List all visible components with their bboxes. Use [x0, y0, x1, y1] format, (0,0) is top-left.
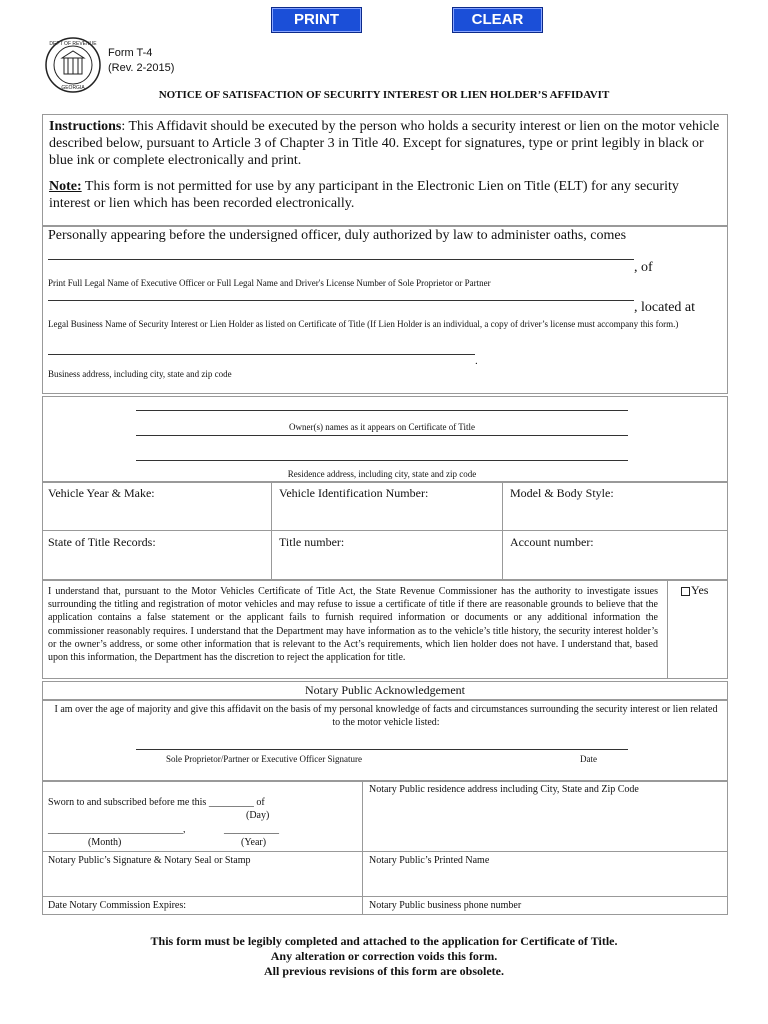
- date-caption: Date: [580, 754, 597, 764]
- form-revision: (Rev. 2-2015): [108, 62, 175, 74]
- yes-label: Yes: [691, 583, 709, 597]
- instructions-label: Instructions: [49, 119, 122, 134]
- note-text: [49, 178, 723, 212]
- located-label: , located at: [634, 300, 696, 315]
- print-button[interactable]: PRINT: [271, 7, 362, 33]
- notary-signature-seal-label: Notary Public’s Signature & Notary Seal or Stamp: [48, 855, 251, 866]
- notary-phone-label: Notary Public business phone number: [369, 900, 522, 911]
- notary-residence-label: Notary Public residence address including City, State and Zip Code: [369, 784, 639, 795]
- notary-grid-row1: [42, 851, 728, 852]
- footer-line-2: Any alteration or correction voids this form.: [270, 949, 498, 963]
- year-caption: (Year): [241, 837, 267, 848]
- business-name-field[interactable]: [48, 300, 634, 301]
- sworn-day-field[interactable]: _________: [208, 797, 254, 808]
- vehicle-year-make-label: Vehicle Year & Make:: [48, 486, 155, 500]
- footer-line-3: All previous revisions of this form are obsolete.: [264, 964, 504, 978]
- signature-caption: Sole Proprietor/Partner or Executive Officer Signature: [166, 754, 363, 764]
- notary-heading: Notary Public Acknowledgement: [305, 683, 465, 697]
- officer-name-field[interactable]: [48, 259, 634, 260]
- sworn-line: [48, 797, 265, 808]
- instructions-body: : This Affidavit should be executed by the person who holds a security interest or lien on the motor vehicle described below, pursuant to Article 3 of Chapter 3 in Title 40. Except for signatures, type or print legibly in black or blue ink or complete electronically and print.: [49, 119, 720, 168]
- owner-address-caption: Residence address, including city, state and zip code: [287, 469, 477, 479]
- vehicle-grid-divider: [42, 530, 728, 531]
- understand-divider: [667, 580, 668, 679]
- yes-checkbox[interactable]: [681, 587, 690, 596]
- affidavit-statement: I am over the age of majority and give this affidavit on the basis of my personal knowledge of facts and circumstances surrounding the security interest or lien related to the motor vehicle listed:: [54, 704, 718, 728]
- account-number-label: Account number:: [510, 535, 594, 549]
- notary-grid-col: [362, 781, 363, 915]
- understand-text: I understand that, pursuant to the Motor Vehicles Certificate of Title Act, the State Revenue Commissioner has the authority to investigate issues surrounding the titling and registration of motor vehicles and may refuse to issue a certificate of title if there are reasonable grounds to believe that the application contains a false statement or the applicant fails to furnish required information or documents or any additional information the commissioner reasonably requires. I understand that the Department may have information as to the vehicle’s title history, the security interest holder’s or the owner’s address, or some other information that is relevant to the Act’s requirements, which lien holder does not have. I understand that, based upon this information, the Department has the discretion to reject the application for title.: [48, 586, 658, 664]
- notary-grid-row2: [42, 896, 728, 897]
- sworn-label: Sworn to and subscribed before me this: [48, 797, 207, 808]
- commission-expires-label: Date Notary Commission Expires:: [48, 900, 187, 911]
- owner-name-caption: Owner(s) names as it appears on Certificate of Title: [289, 422, 475, 432]
- signature-field[interactable]: [136, 749, 628, 750]
- year-field[interactable]: ___________: [224, 824, 279, 835]
- vehicle-grid-col1: [271, 482, 272, 580]
- svg-text:GEORGIA: GEORGIA: [61, 85, 85, 91]
- owner-name-field-2[interactable]: [136, 435, 628, 436]
- sworn-of-label: of: [256, 797, 265, 808]
- appearing-intro: Personally appearing before the undersigned officer, duly authorized by law to administer oaths, comes: [48, 228, 627, 243]
- title-number-label: Title number:: [279, 535, 345, 549]
- georgia-seal: [44, 36, 102, 94]
- instructions-text: [49, 118, 723, 169]
- day-caption: (Day): [246, 810, 270, 821]
- officer-name-caption: Print Full Legal Name of Executive Officer or Full Legal Name and Driver's License Number of Sole Proprietor or Partner: [48, 278, 491, 288]
- form-title: NOTICE OF SATISFACTION OF SECURITY INTEREST OR LIEN HOLDER’S AFFIDAVIT: [158, 89, 610, 101]
- business-address-caption: Business address, including city, state and zip code: [48, 369, 232, 379]
- vin-label: Vehicle Identification Number:: [279, 486, 429, 500]
- form-number: Form T-4: [108, 47, 153, 59]
- vehicle-grid-col2: [502, 482, 503, 580]
- of-label: , of: [634, 260, 653, 275]
- business-name-caption: Legal Business Name of Security Interest or Lien Holder as listed on Certificate of Title (If Lien Holder is an individual, a copy of driver’s license must accompany this form.): [48, 319, 679, 329]
- notary-printed-name-label: Notary Public’s Printed Name: [369, 855, 490, 866]
- state-title-label: State of Title Records:: [48, 535, 156, 549]
- model-body-label: Model & Body Style:: [510, 486, 614, 500]
- note-body: This form is not permitted for use by any participant in the Electronic Lien on Title (ELT) for any security interest or lien which has been recorded electronically.: [49, 179, 679, 211]
- month-caption: (Month): [88, 837, 122, 848]
- clear-button[interactable]: CLEAR: [452, 7, 543, 33]
- owner-address-field[interactable]: [136, 460, 628, 461]
- note-label: Note:: [49, 179, 82, 194]
- footer-notes: [0, 934, 768, 979]
- footer-line-1: This form must be legibly completed and attached to the application for Certificate of Title.: [150, 934, 618, 948]
- business-address-field[interactable]: [48, 354, 475, 355]
- month-field[interactable]: ___________________________,: [48, 824, 186, 835]
- address-period: .: [475, 355, 478, 367]
- owner-name-field[interactable]: [136, 410, 628, 411]
- svg-text:DEPT OF REVENUE: DEPT OF REVENUE: [49, 41, 97, 47]
